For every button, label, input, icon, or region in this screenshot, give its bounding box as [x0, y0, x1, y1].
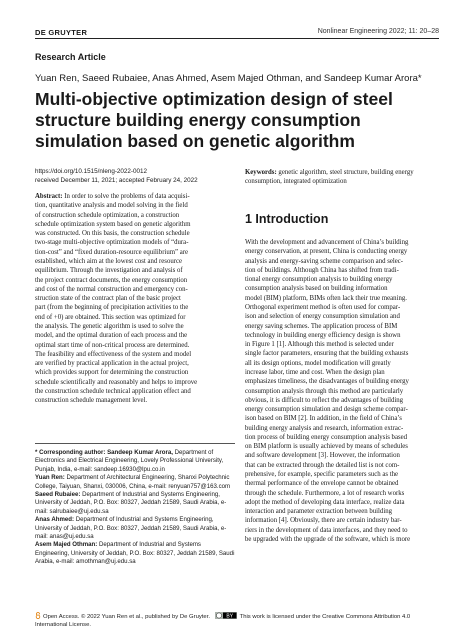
keywords-label: Keywords: [245, 169, 277, 176]
paper-title: Multi-objective optimization design of steel structure building energy consumption simulation based on genetic algorithm [35, 89, 393, 151]
header-divider [35, 38, 439, 39]
page-header [0, 0, 474, 38]
license-statement: This work is licensed under the Creative Commons Attribution 4.0 International License. [35, 614, 411, 628]
affiliation-author: Saeed Rubaiee: [35, 491, 81, 499]
keywords [245, 168, 440, 187]
introduction-body: With the development and advancement of China’s building energy conservation, at present, China is conducting energy analysis and energy-saving scheme comparison and selec- tion of buildings. Although China has shifted from tradi- tional energy consumption analysis to building energy consumption analysis based on building information model (BIM) platform, BIMs often lack their true meaning. Orthogonal experiment method is often used for compar- ison and selection of energy consumption simulation and energy saving schemes. The application process of BIM technology in building energy efficiency design is shown in Figure 1 [1]. Although this method is selected under single factor parameters, ensuring that the building exhausts all its design options, model modification will greatly increase labor, time and cost. When the design plan emphasizes timeliness, the disadvantages of building energy consumption analysis through this method are particularly obvious, it is difficult to reflect the advantages of building energy consumption simulation and design scheme compar- ison based on BIM [2]. In addition, in the field of China’s building energy analysis and research, information extrac- tion process of building energy consumption analysis based on BIM platform is usually achieved by means of schedules and software development [3]. However, the information that can be extracted through the detailed list is not com- prehensive, for example, specific parameters such as the thermal performance of the envelope cannot be obtained through the schedule. Furthermore, a lot of research works adopt the method of developing data interface, realize data interaction and parameter extraction between building information [4]. Obviously, there are certain industry bar- riers in the development of data interfaces, and they need to be upgraded with the upgrade of the software, which is more [245, 239, 411, 543]
abstract-label: Abstract: [35, 193, 63, 200]
affiliation-text: Department of Industrial and Systems Engineering, University of Jeddah, P.O. Box: 80327, Jeddah 21589, Saudi Arabia, e-mail: anas@uj.edu.sa [35, 516, 227, 541]
abstract-text: In order to solve the problems of data acquisi- tion, quantitative analysis and model solving in the field of construction schedule optimization, a construction schedule optimization system based on genetic algorithm was constructed. On this basis, the construction schedule two-stage multi-objective optimization models of “dura- tion-cost” and “fixed duration-resource equilibrium” are established, which aim at the lowest cost and resource equilibrium. Through the investigation and analysis of the project contract documents, the energy consumption and cost of the normal construction and emergency con- struction state of the contract plan of the basic project part (from the beginning of precipitation activities to the end of +0) are obtained. This section was optimized for the analysis. The genetic algorithm is used to solve the model, and the optimal duration of each process and the optimal start time of non-critical process are determined. The feasibility and effectiveness of the system and model are verified by practical application in the actual project, which provides support for determining the construction schedule scientifically and reasonably and helps to improve the construction schedule technical application effect and construction schedule management level. [35, 193, 198, 405]
affiliation-author: Yuan Ren: [35, 474, 65, 482]
doi-link[interactable]: https://doi.org/10.1515/nleng-2022-0012 [35, 168, 148, 175]
affiliation-entry [35, 449, 235, 474]
affiliation-author: Asem Majed Othman: [35, 541, 98, 549]
section-heading-introduction: 1 Introduction [245, 212, 329, 226]
open-access-statement: Open Access. © 2022 Yuan Ren et al., published by De Gruyter. [43, 614, 210, 620]
affiliation-entry [35, 491, 235, 516]
page-footer [35, 612, 440, 629]
affiliation-text: Department of Industrial and Systems Engineering, University of Jeddah, P.O. Box: 80327, Jeddah 21589, Saudi Arabia, e-mail: amothman@uj.edu.sa [35, 541, 235, 566]
affiliation-text: Department of Architectural Engineering, Shanxi Polytechnic College, Taiyuan, Shanxi, 030006, China, e-mail: renyuan757@163.com [35, 474, 231, 490]
affiliation-text: Department of Electronics and Electrical Engineering, Lovely Professional University, Punjab, India, e-mail: sandeep.16930@lpu.co.in [35, 449, 224, 473]
author-list: Yuan Ren, Saeed Rubaiee, Anas Ahmed, Asem Majed Othman, and Sandeep Kumar Arora* [35, 73, 422, 84]
affiliation-text: Department of Industrial and Systems Engineering, University of Jeddah, P.O. Box: 80327, Jeddah 21589, Saudi Arabia, e-mail: salrubaiee@uj.edu.sa [35, 491, 227, 515]
journal-reference: Nonlinear Engineering 2022; 11: 20–28 [317, 28, 439, 35]
author-affiliations [35, 449, 235, 567]
abstract [35, 192, 235, 405]
keywords-text: genetic algorithm, steel structure, building energy consumption, integrated optimization [245, 169, 414, 186]
affiliation-author: Anas Ahmed: [35, 516, 75, 524]
article-type: Research Article [35, 52, 106, 62]
affiliation-author: * Corresponding author: Sandeep Kumar Arora, [35, 449, 173, 456]
doi-block [35, 167, 235, 185]
creative-commons-badge-icon[interactable] [215, 612, 237, 619]
cc-badge-text: BY [225, 613, 233, 619]
received-accepted-dates: received December 11, 2021; accepted February 24, 2022 [35, 177, 198, 184]
affiliation-entry [35, 516, 235, 541]
affiliation-entry [35, 541, 235, 566]
publisher-name: DE GRUYTER [35, 28, 88, 37]
open-access-lock-icon [35, 612, 41, 619]
affiliation-entry [35, 474, 235, 491]
affiliations-divider [35, 443, 235, 444]
